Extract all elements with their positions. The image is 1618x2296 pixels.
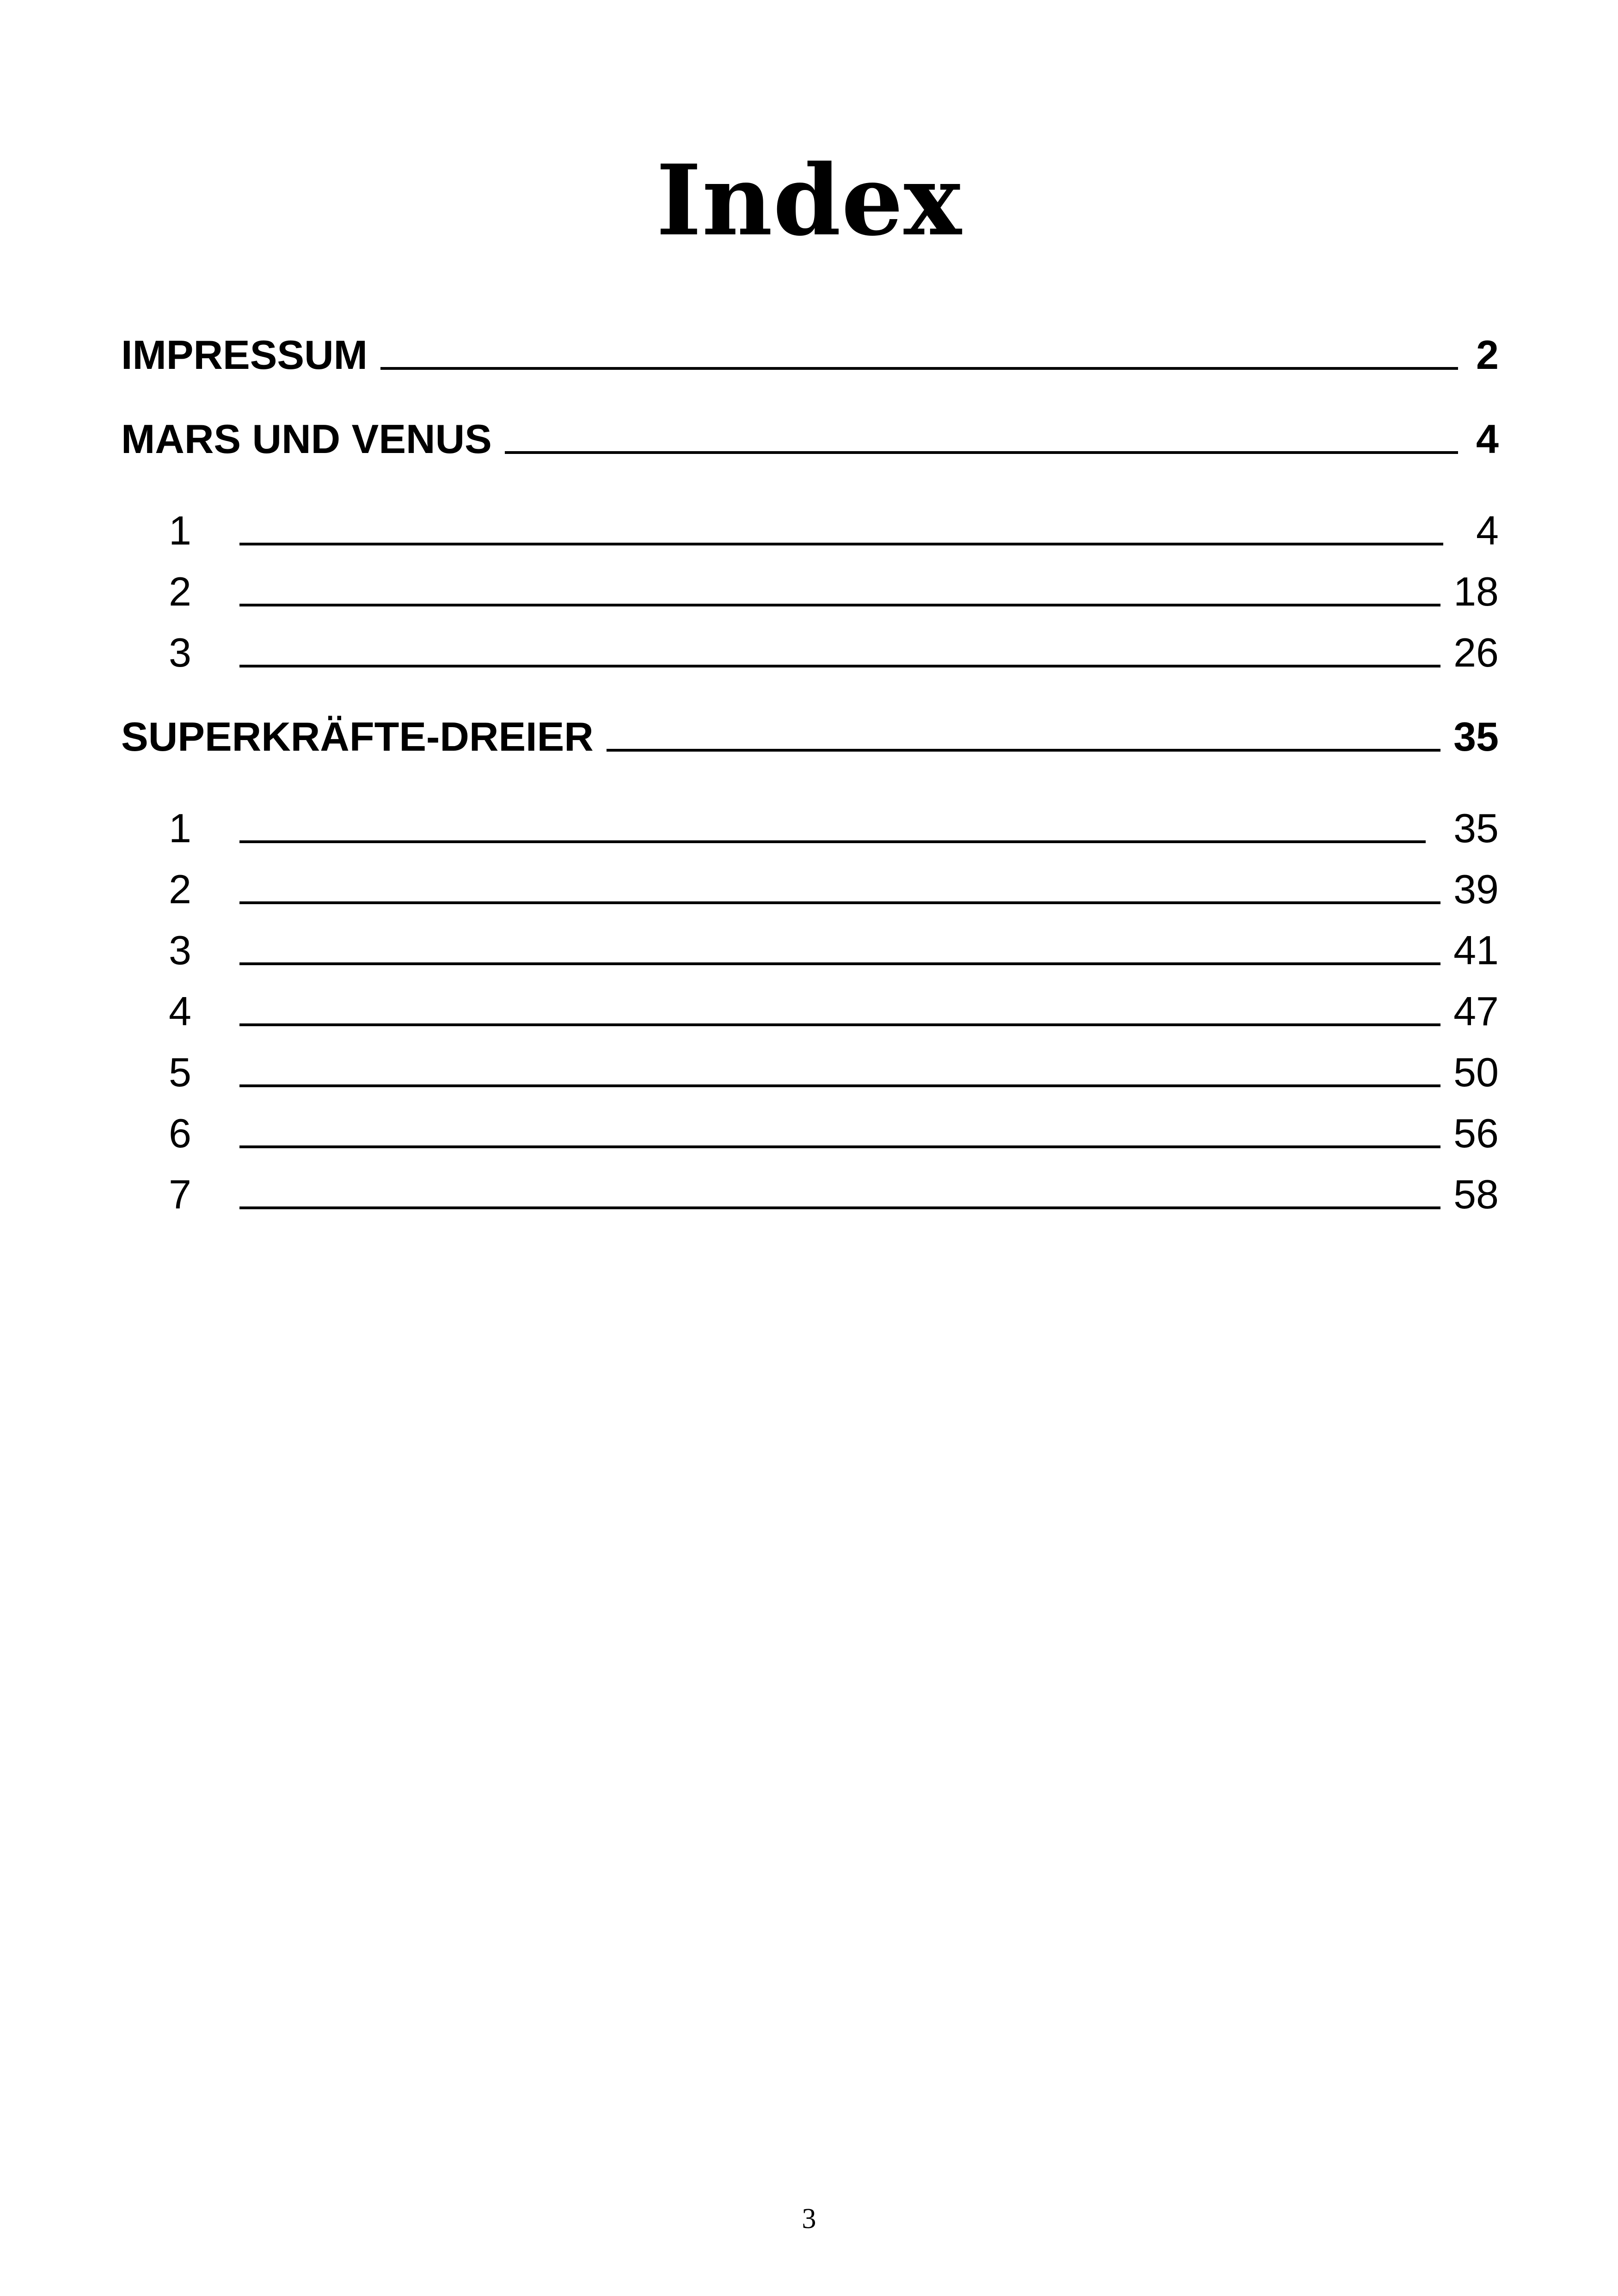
toc-entry-page: 41 [1453,927,1499,973]
toc-entry-page: 56 [1453,1110,1499,1156]
toc-entry-page: 39 [1453,866,1499,912]
toc-leader-line [239,543,1443,545]
toc-leader-line [380,367,1458,370]
page-title: Index [656,143,962,257]
toc-entry-label: 2 [169,569,191,614]
toc-entry-row[interactable] [121,493,1499,554]
toc-entry-label: 1 [169,805,191,851]
toc-leader-line [607,749,1440,752]
toc-section-superkraefte-dreier [121,705,1499,1218]
toc-leader-line [505,451,1458,454]
toc-leader-line [239,962,1440,965]
toc-heading-row[interactable] [121,705,1499,760]
table-of-contents [121,324,1499,1247]
page-number: 3 [802,2203,816,2235]
toc-entry-row[interactable] [121,1035,1499,1096]
toc-leader-line [239,1145,1440,1148]
toc-entry-page: 35 [1453,805,1499,851]
toc-section-mars-und-venus [121,408,1499,676]
toc-subentries [121,790,1499,1218]
toc-entry-label: 3 [169,630,191,675]
toc-entry-label: 7 [169,1171,191,1217]
toc-entry-page: 50 [1453,1049,1499,1095]
toc-heading-row[interactable] [121,324,1499,378]
toc-heading-page: 35 [1453,714,1499,759]
toc-entry-page: 47 [1453,988,1499,1034]
toc-entry-page: 26 [1453,630,1499,675]
toc-entry-page: 58 [1453,1171,1499,1217]
toc-heading-label: IMPRESSUM [121,332,368,378]
toc-heading-label: MARS UND VENUS [121,416,492,462]
toc-entry-label: 4 [169,988,191,1034]
toc-entry-row[interactable] [121,554,1499,615]
toc-entry-row[interactable] [121,851,1499,912]
toc-leader-line [239,1023,1440,1026]
toc-heading-page: 4 [1476,416,1499,462]
toc-leader-line [239,901,1440,904]
toc-entry-row[interactable] [121,790,1499,851]
toc-entry-label: 5 [169,1049,191,1095]
toc-entry-row[interactable] [121,1096,1499,1157]
toc-heading-label: SUPERKRÄFTE-DREIER [121,714,594,759]
toc-leader-line [239,604,1440,606]
toc-entry-label: 3 [169,927,191,973]
toc-entry-label: 2 [169,866,191,912]
toc-entry-row[interactable] [121,912,1499,974]
toc-entry-row[interactable] [121,615,1499,676]
toc-heading-row[interactable] [121,408,1499,462]
toc-entry-row[interactable] [121,974,1499,1035]
toc-entry-label: 6 [169,1110,191,1156]
toc-entry-page: 18 [1453,569,1499,614]
toc-heading-page: 2 [1476,332,1499,378]
toc-leader-line [239,1084,1440,1087]
toc-entry-page: 4 [1476,508,1499,553]
toc-leader-line [239,1206,1440,1209]
toc-subentries [121,493,1499,676]
toc-section-impressum [121,324,1499,378]
toc-entry-label: 1 [169,508,191,553]
toc-leader-line [239,840,1426,843]
toc-entry-row[interactable] [121,1157,1499,1218]
toc-leader-line [239,665,1440,667]
